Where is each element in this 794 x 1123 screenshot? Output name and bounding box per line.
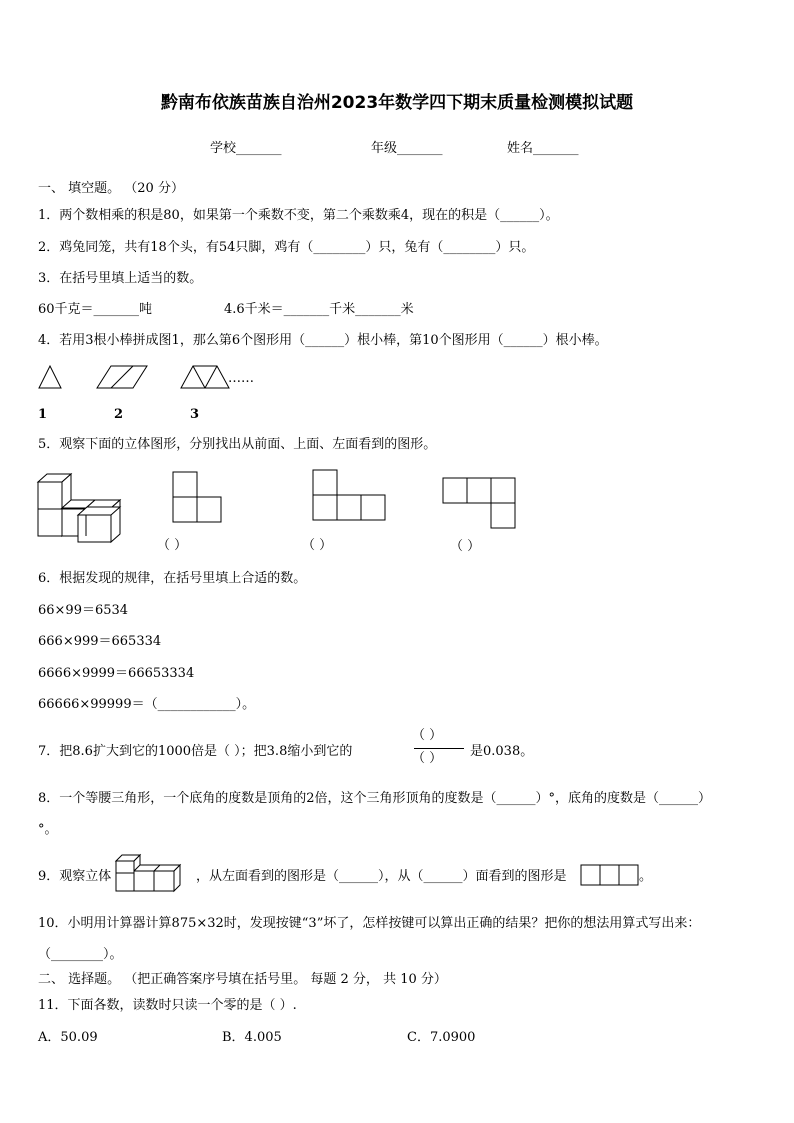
three-square-view: [579, 864, 643, 888]
figure-label-2: 2: [114, 407, 124, 422]
stick-figures-illustration: [36, 363, 296, 393]
question-11: 11．下面各数，读数时只读一个零的是（ ）.: [38, 998, 297, 1013]
question-10-answer-blank[interactable]: （________）。: [38, 947, 123, 962]
question-6: 6．根据发现的规律，在括号里填上合适的数。: [38, 571, 307, 586]
pattern-line-1: 66×99＝6534: [38, 603, 129, 618]
option-b[interactable]: B．4.005: [222, 1030, 282, 1045]
small-cube-solid-figure: [114, 853, 184, 893]
view-option-3: [442, 476, 522, 536]
question-9-end: 。: [639, 869, 653, 884]
cube-solid-figure: [36, 470, 126, 545]
triangle-figure-3: [181, 366, 229, 388]
question-4: 4．若用3根小棒拼成图1，那么第6个图形用（______）根小棒，第10个图形用（______）根小棒。: [38, 333, 608, 348]
answer-blank-view-3[interactable]: （ ）: [450, 539, 481, 554]
fraction-numerator[interactable]: （ ）: [412, 728, 443, 743]
fraction-denominator[interactable]: （ ）: [412, 751, 443, 766]
continuation-dots: ……: [228, 371, 254, 386]
answer-blank-view-2[interactable]: （ ）: [302, 538, 333, 553]
option-a[interactable]: A．50.09: [38, 1030, 98, 1045]
school-field[interactable]: 学校_______: [210, 141, 282, 156]
question-10: 10．小明用计算器计算875×32时，发现按键“3”坏了，怎样按键可以算出正确的结果？把你的想法用算式写出来：: [38, 916, 701, 931]
question-2: 2．鸡兔同笼，共有18个头，有54只脚，鸡有（________）只，兔有（________）只。: [38, 240, 535, 255]
grade-field[interactable]: 年级_______: [371, 141, 443, 156]
question-3: 3．在括号里填上适当的数。: [38, 271, 203, 286]
question-7: 7．把8.6扩大到它的1000倍是（ ）；把3.8缩小到它的: [38, 744, 353, 759]
question-8-end: °。: [38, 822, 58, 837]
question-8: 8．一个等腰三角形，一个底角的度数是顶角的2倍，这个三角形顶角的度数是（______）°，底角的度数是（______）: [38, 791, 712, 806]
pattern-line-2: 666×999＝665334: [38, 634, 162, 649]
question-5: 5．观察下面的立体图形，分别找出从前面、上面、左面看到的图形。: [38, 437, 437, 452]
figure-label-3: 3: [190, 407, 200, 422]
view-option-1: [172, 470, 232, 530]
section-1-heading: 一、 填空题。 （20 分）: [38, 181, 184, 196]
answer-blank-view-1[interactable]: （ ）: [157, 538, 188, 553]
question-1: 1．两个数相乘的积是80，如果第一个乘数不变，第二个乘数乘4，现在的积是（______）。: [38, 208, 559, 223]
option-c[interactable]: C．7.0900: [407, 1030, 476, 1045]
pattern-line-4: 66666×99999＝（____________）。: [38, 697, 256, 712]
triangle-figure-1: [39, 366, 61, 388]
question-9: 9．观察立体: [38, 869, 112, 884]
question-3-item-b: 4.6千米＝_______千米_______米: [224, 302, 414, 317]
question-9-middle: ，从左面看到的图形是（______），从（______）面看到的图形是: [196, 869, 567, 884]
view-option-2: [312, 468, 392, 528]
figure-label-1: 1: [38, 407, 48, 422]
question-3-item-a: 60千克＝_______吨: [38, 302, 153, 317]
name-field[interactable]: 姓名_______: [507, 141, 579, 156]
pattern-line-3: 6666×9999＝66653334: [38, 666, 195, 681]
question-7-end: 是0.038。: [470, 744, 534, 759]
section-2-heading: 二、 选择题。 （把正确答案序号填在括号里。 每题 2 分， 共 10 分）: [38, 972, 447, 987]
page-title: 黔南布依族苗族自治州2023年数学四下期末质量检测模拟试题: [160, 93, 634, 113]
fraction-bar: [414, 748, 464, 749]
